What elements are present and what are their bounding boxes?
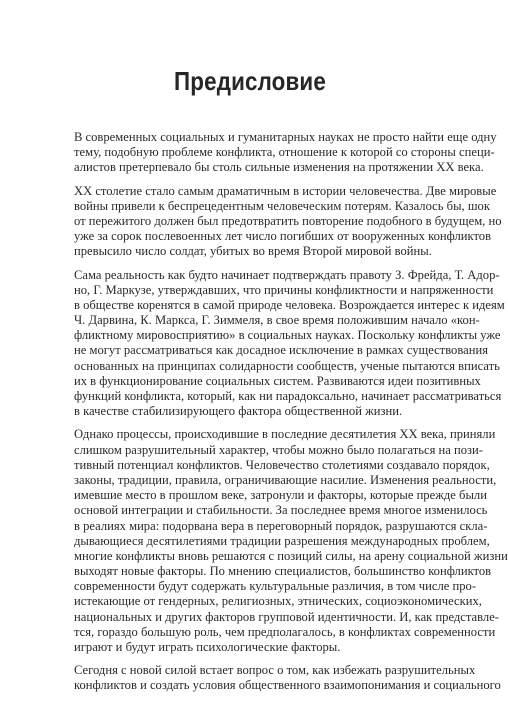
text-line: от пережитого должен был предотвратить повторение подобного в будущем, но: [74, 213, 502, 228]
paragraph: [74, 183, 502, 260]
paragraph: [74, 663, 501, 693]
text-line: фликтному мировосприятию» в социальных науках. Поскольку конфликты уже: [74, 328, 501, 343]
text-line: выходят новые факторы. По мнению специалистов, большинство конфликтов: [74, 564, 492, 579]
text-line: не могут рассматриваться как досадное исключение в рамках существования: [74, 343, 488, 358]
paragraph: [74, 427, 508, 655]
text-line: основой интеграции и стабильности. За последнее время многое изменилось: [74, 503, 488, 518]
text-line: основанных на принципах солидарности сообществ, ученые пытаются вписать: [74, 358, 500, 373]
text-line: национальных и других факторов групповой идентичности. И, как представле-: [74, 609, 499, 624]
text-line: тивный потенциал конфликтов. Человечество столетиями создавало порядок,: [74, 457, 490, 472]
text-line: уже за сорок послевоенных лет число погибших от вооруженных конфликтов: [74, 229, 492, 244]
text-line: XX столетие стало самым драматичным в истории человечества. Две мировые: [74, 183, 497, 198]
text-line: но, Г. Маркузе, утверждавших, что причины конфликтности и напряженности: [74, 282, 494, 297]
text-line: их в функционирование социальных систем. Развиваются идеи позитивных: [74, 373, 481, 388]
text-line: В современных социальных и гуманитарных науках не просто найти еще одну: [74, 130, 497, 144]
text-line: алистов претерпевало бы столь сильные изменения на протяжении XX века.: [74, 160, 484, 175]
text-line: современности будут содержать культуральные различия, в том числе про-: [74, 579, 477, 594]
text-line: в реалиях мира: подорвана вера в переговорный порядок, разрушаются скла-: [74, 518, 488, 533]
text-line: тему, подобную проблеме конфликта, отношение к которой со стороны специ-: [74, 145, 495, 160]
text-line: тся, гораздо большую роль, чем предполагалось, в конфликтах современности: [74, 624, 496, 639]
text-line: законы, традиции, правила, ограничивающие насилие. Изменения реальности,: [74, 472, 497, 487]
text-line: Ч. Дарвина, К. Маркса, Г. Зиммеля, в свое время положившим начало «кон-: [74, 313, 480, 328]
text-line: функций конфликта, который, как ни парадоксально, начинает рассматриваться: [74, 389, 502, 403]
page-title: Предисловие: [174, 66, 326, 96]
text-line: Однако процессы, происходившие в последние десятилетия XX века, приняли: [74, 427, 496, 442]
text-line: в качестве стабилизирующего фактора общественной жизни.: [74, 404, 403, 419]
text-line: дывающиеся десятилетиями традиции разрешения международных проблем,: [74, 533, 490, 548]
text-line: Сегодня с новой силой встает вопрос о том, как избежать разрушительных: [74, 663, 476, 678]
text-line: играют и будут играть психологические факторы.: [74, 640, 341, 654]
text-line: конфликтов и создать условия общественного взаимопонимания и социального: [74, 678, 501, 693]
paragraph: [74, 130, 497, 176]
text-line: в обществе коренятся в самой природе человека. Возрождается интерес к идеям: [74, 297, 505, 312]
text-line: войны привели к беспрецедентным человеческим потерям. Казалось бы, шок: [74, 198, 490, 213]
text-line: истекающие от гендерных, религиозных, этнических, социоэкономических,: [74, 594, 482, 609]
paragraph: [74, 267, 505, 420]
text-line: многие конфликты вновь решаются с позиций силы, на арену социальной жизни: [74, 548, 508, 563]
preface-text: [74, 130, 508, 702]
text-line: Сама реальность как будто начинает подтверждать правоту З. Фрейда, Т. Адор-: [74, 267, 500, 282]
text-line: имевшие место в прошлом веке, затронули и факторы, которые прежде были: [74, 488, 487, 503]
text-line: слишком разрушительный характер, чтобы можно было полагаться на пози-: [74, 442, 483, 457]
text-line: превысило число солдат, убитых во время Второй мировой войны.: [74, 244, 432, 259]
